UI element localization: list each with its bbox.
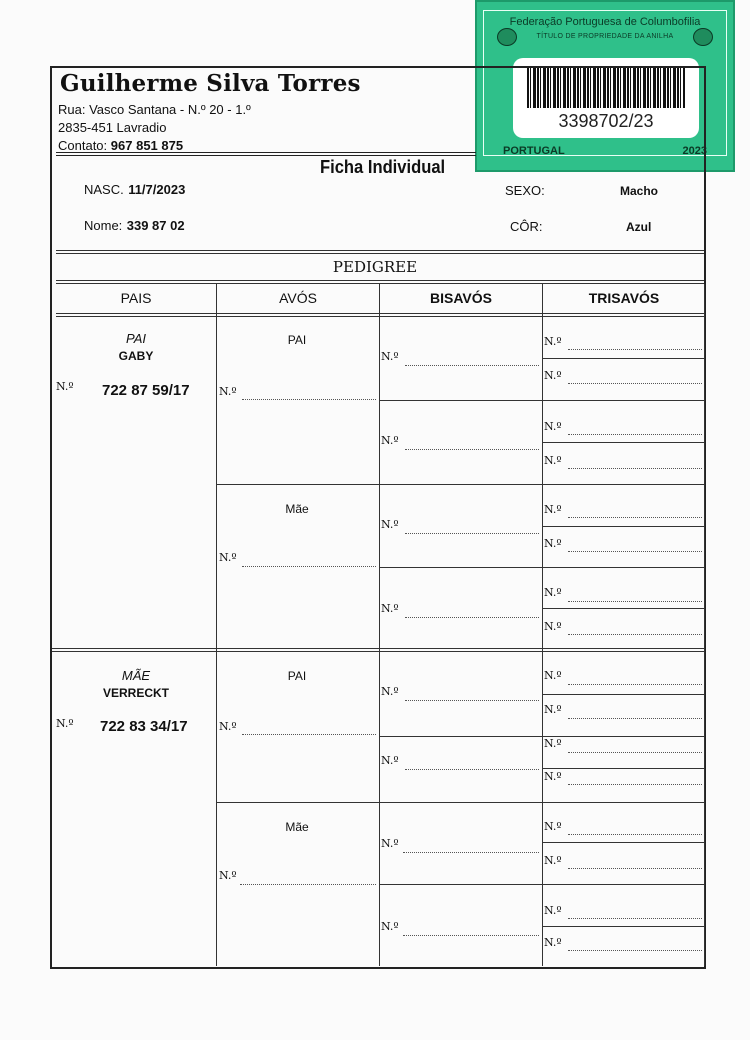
gggp-line-1 bbox=[568, 349, 702, 350]
father-number-label: N.º bbox=[56, 380, 74, 393]
column-header-bisavos: BISAVÓS bbox=[430, 290, 492, 306]
gggp-number-label-9: N.º bbox=[544, 669, 562, 682]
pedigree-top-rule bbox=[56, 250, 704, 251]
gggp-line-14 bbox=[568, 868, 702, 869]
ggp-number-label-8: N.º bbox=[381, 920, 399, 933]
grandparent-role-2: Mãe bbox=[285, 502, 309, 516]
ggp-line-3 bbox=[405, 533, 539, 534]
gggp-line-7 bbox=[568, 601, 702, 602]
gggp-line-6 bbox=[568, 551, 702, 552]
gggp-line-15 bbox=[568, 918, 702, 919]
grandparent-line-2 bbox=[242, 566, 376, 567]
gggp-divider-3 bbox=[542, 526, 704, 527]
gggp-number-label-5: N.º bbox=[544, 503, 562, 516]
gggp-number-label-6: N.º bbox=[544, 537, 562, 550]
ggp-number-label-2: N.º bbox=[381, 434, 399, 447]
pedigree-mid-rule-2 bbox=[56, 283, 704, 284]
column-divider-2 bbox=[379, 284, 380, 966]
name-label: Nome: bbox=[84, 218, 123, 233]
tag-year: 2023 bbox=[682, 145, 707, 157]
name-value: 339 87 02 bbox=[126, 218, 185, 233]
gggp-divider-6 bbox=[542, 768, 704, 769]
gggp-divider-4 bbox=[542, 608, 704, 609]
column-header-pais: PAIS bbox=[120, 290, 152, 306]
gggp-line-9 bbox=[568, 684, 702, 685]
grandparent-number-label-1: N.º bbox=[219, 385, 237, 398]
owner-street: Rua: Vasco Santana - N.º 20 - 1.º bbox=[58, 102, 251, 117]
gggp-number-label-14: N.º bbox=[544, 854, 562, 867]
owner-contact bbox=[58, 138, 183, 153]
gggp-number-label-16: N.º bbox=[544, 936, 562, 949]
ggp-divider-3 bbox=[379, 736, 704, 737]
sex-value: Macho bbox=[620, 184, 659, 198]
owner-name: Guilherme Silva Torres bbox=[60, 70, 361, 97]
contact-label: Contato: bbox=[58, 138, 108, 153]
ggp-line-7 bbox=[403, 852, 539, 853]
gggp-number-label-2: N.º bbox=[544, 369, 562, 382]
ggp-line-2 bbox=[405, 449, 539, 450]
name-row bbox=[84, 217, 185, 235]
half-divider bbox=[52, 648, 704, 649]
ggp-line-8 bbox=[403, 935, 539, 936]
gggp-number-label-7: N.º bbox=[544, 586, 562, 599]
half-divider-2 bbox=[52, 651, 704, 652]
ggp-divider-1 bbox=[379, 400, 704, 401]
sex-label: SEXO: bbox=[505, 183, 545, 198]
ggp-divider-4 bbox=[379, 884, 704, 885]
grandparent-role-1: PAI bbox=[287, 333, 307, 347]
gggp-number-label-13: N.º bbox=[544, 820, 562, 833]
grandparent-number-label-2: N.º bbox=[219, 551, 237, 564]
ggp-number-label-7: N.º bbox=[381, 837, 399, 850]
gggp-divider-8 bbox=[542, 926, 704, 927]
header-bottom-rule-2 bbox=[56, 316, 704, 317]
mother-role: MÃE bbox=[121, 668, 151, 683]
mother-ring-number: 722 83 34/17 bbox=[100, 718, 188, 735]
ggp-number-label-5: N.º bbox=[381, 685, 399, 698]
gggp-line-2 bbox=[568, 383, 702, 384]
pedigree-title: PEDIGREE bbox=[332, 258, 418, 276]
ggp-line-1 bbox=[405, 365, 539, 366]
column-header-avos: AVÓS bbox=[279, 290, 317, 306]
grandparent-number-label-3: N.º bbox=[219, 720, 237, 733]
gggp-line-4 bbox=[568, 468, 702, 469]
mother-name: VERRECKT bbox=[102, 686, 169, 700]
father-ring-number: 722 87 59/17 bbox=[102, 382, 190, 399]
gggp-divider-1 bbox=[542, 358, 704, 359]
column-divider-1 bbox=[216, 284, 217, 966]
gggp-line-10 bbox=[568, 718, 702, 719]
grandparent-number-label-4: N.º bbox=[219, 869, 237, 882]
pedigree-top-rule-2 bbox=[56, 253, 704, 254]
birth-label: NASC. bbox=[84, 182, 124, 197]
color-label: CÔR: bbox=[510, 219, 543, 234]
tag-subtitle: TÍTULO DE PROPRIEDADE DA ANILHA bbox=[536, 33, 674, 40]
gggp-line-11 bbox=[568, 752, 702, 753]
grandparent-line-3 bbox=[242, 734, 376, 735]
ggp-number-label-3: N.º bbox=[381, 518, 399, 531]
header-divider bbox=[56, 152, 476, 156]
tag-ring-number: 3398702/23 bbox=[558, 111, 654, 131]
gggp-number-label-8: N.º bbox=[544, 620, 562, 633]
gggp-divider-5 bbox=[542, 694, 704, 695]
gggp-line-16 bbox=[568, 950, 702, 951]
column-divider-4 bbox=[704, 284, 705, 966]
gggp-divider-7 bbox=[542, 842, 704, 843]
gggp-number-label-12: N.º bbox=[544, 770, 562, 783]
birth-row bbox=[84, 181, 185, 199]
owner-postal: 2835-451 Lavradio bbox=[58, 120, 167, 135]
gggp-number-label-1: N.º bbox=[544, 335, 562, 348]
father-role: PAI bbox=[126, 331, 146, 346]
grandparent-divider-1 bbox=[216, 484, 704, 485]
gggp-number-label-11: N.º bbox=[544, 737, 562, 750]
ggp-line-6 bbox=[405, 769, 539, 770]
birth-value: 11/7/2023 bbox=[128, 182, 186, 197]
color-value: Azul bbox=[626, 220, 652, 234]
header-bottom-rule bbox=[56, 313, 704, 314]
tag-country: PORTUGAL bbox=[503, 145, 565, 157]
ggp-line-5 bbox=[405, 700, 539, 701]
grandparent-line-4 bbox=[240, 884, 376, 885]
ggp-number-label-1: N.º bbox=[381, 350, 399, 363]
gggp-line-3 bbox=[568, 434, 702, 435]
contact-phone: 967 851 875 bbox=[110, 138, 184, 153]
gggp-line-12 bbox=[568, 784, 702, 785]
tag-federation: Federação Portuguesa de Columbofilia bbox=[509, 16, 701, 28]
gggp-number-label-10: N.º bbox=[544, 703, 562, 716]
column-divider-3 bbox=[542, 284, 543, 966]
grandparent-role-3: PAI bbox=[287, 669, 307, 683]
ggp-divider-2 bbox=[379, 567, 704, 568]
pedigree-mid-rule bbox=[56, 280, 704, 281]
ggp-number-label-4: N.º bbox=[381, 602, 399, 615]
grandparent-divider-2 bbox=[216, 802, 704, 803]
column-header-trisavos: TRISAVÓS bbox=[588, 290, 660, 306]
gggp-number-label-3: N.º bbox=[544, 420, 562, 433]
gggp-number-label-15: N.º bbox=[544, 904, 562, 917]
father-name: GABY bbox=[118, 349, 154, 363]
ggp-number-label-6: N.º bbox=[381, 754, 399, 767]
gggp-line-13 bbox=[568, 834, 702, 835]
gggp-line-5 bbox=[568, 517, 702, 518]
grandparent-line-1 bbox=[242, 399, 376, 400]
sheet-title: Ficha Individual bbox=[320, 157, 446, 177]
gggp-divider-2 bbox=[542, 442, 704, 443]
gggp-number-label-4: N.º bbox=[544, 454, 562, 467]
mother-number-label: N.º bbox=[56, 717, 74, 730]
grandparent-role-4: Mãe bbox=[285, 820, 309, 834]
gggp-line-8 bbox=[568, 634, 702, 635]
ggp-line-4 bbox=[405, 617, 539, 618]
